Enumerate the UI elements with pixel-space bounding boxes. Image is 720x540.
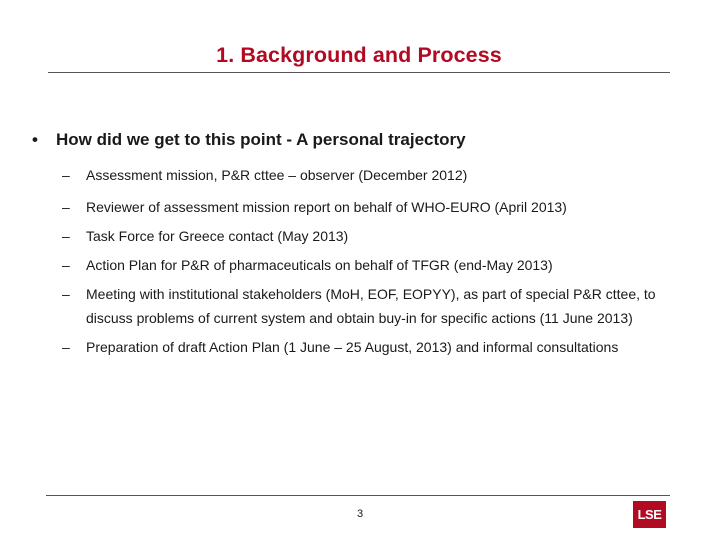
sub-bullet-item — [62, 335, 682, 359]
sub-bullet-item — [62, 282, 682, 330]
title-divider — [48, 72, 670, 73]
dash-marker: – — [62, 257, 70, 273]
sub-bullet-item — [62, 195, 682, 219]
page-number: 3 — [356, 508, 364, 520]
sub-bullet-text: Preparation of draft Action Plan (1 June – 25 August, 2013) and informal consultations — [86, 339, 619, 355]
sub-bullet-item — [62, 163, 682, 187]
dash-marker: – — [62, 286, 70, 302]
dash-marker: – — [62, 199, 70, 215]
sub-bullet-text: Action Plan for P&R of pharmaceuticals on behalf of TFGR (end-May 2013) — [86, 257, 553, 273]
main-bullet-text: How did we get to this point - A personal trajectory — [56, 130, 466, 149]
footer-divider — [46, 495, 670, 496]
dash-marker: – — [62, 339, 70, 355]
slide-title: 1. Background and Process — [216, 43, 502, 67]
sub-bullet-item — [62, 253, 682, 277]
sub-bullet-text: Task Force for Greece contact (May 2013) — [86, 228, 349, 244]
dash-marker: – — [62, 228, 70, 244]
bullet-marker: • — [32, 130, 38, 149]
dash-marker: – — [62, 167, 70, 183]
sub-bullet-text: Reviewer of assessment mission report on behalf of WHO-EURO (April 2013) — [86, 199, 567, 215]
sub-bullet-text: Assessment mission, P&R cttee – observer (December 2012) — [86, 167, 468, 183]
sub-bullet-list — [62, 163, 682, 359]
sub-bullet-item — [62, 224, 682, 248]
lse-logo: LSE — [633, 501, 666, 528]
sub-bullet-text: Meeting with institutional stakeholders (MoH, EOF, EOPYY), as part of special P&R cttee, to discuss problems of current system and obtain buy-in for specific actions (11 June 2013) — [86, 286, 656, 326]
